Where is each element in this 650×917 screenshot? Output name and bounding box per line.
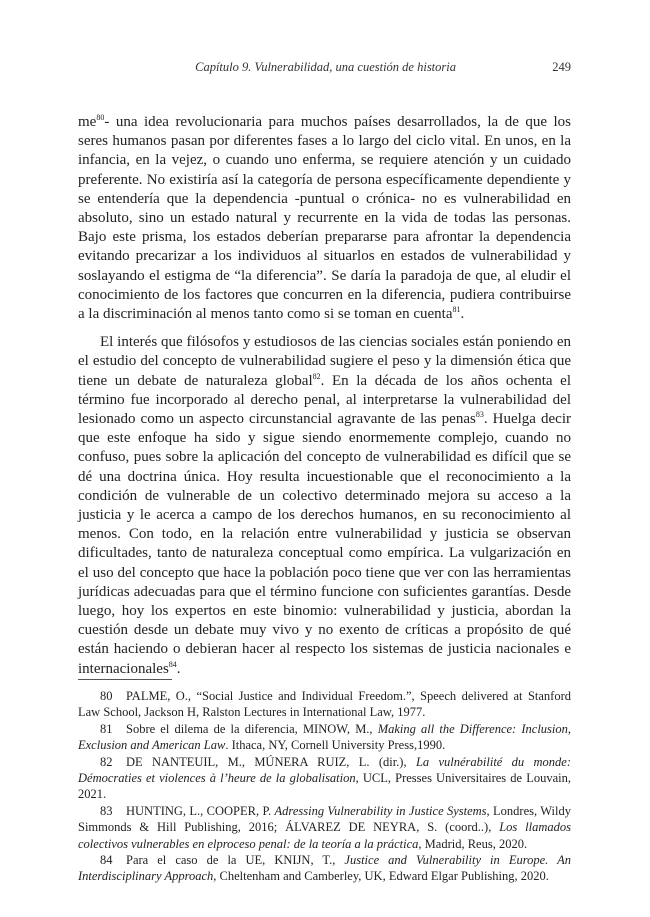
footnote-81 — [78, 721, 571, 754]
paragraph — [78, 333, 571, 679]
text-run: . En la década de los años ochenta el término fue incorporado al derecho penal, al interpretarse la vulnerabilidad del lesionado como un aspecto circunstancial agravante de las penas — [78, 372, 572, 428]
footnote-ref-83[interactable]: 83 — [475, 410, 484, 420]
footnote-number: 83 — [100, 803, 113, 818]
running-header — [78, 60, 571, 78]
footnote-number: 80 — [100, 689, 113, 703]
footnote-separator — [78, 679, 172, 680]
footnote-ref-81[interactable]: 81 — [452, 305, 461, 315]
footnote-text: UCL, Presses Universitaires de Louvain, 2021. — [78, 771, 571, 802]
footnote-84 — [78, 852, 571, 885]
text-run: me — [78, 114, 97, 130]
text-run: . Huelga decir que este enfoque ha sido y sigue siendo enormemente complejo, cuando no confuso, pues sobre la aplicación del concepto de vulnerabilidad es difícil que se dé una doctrina única. Hoy resulta incuestionable que el reconocimiento a la condición de vulnerable de un colectivo determinado mejora su acceso a la justicia y le acerca a campo de los derechos humanos, en su reconocimiento al menos. Con todo, en la relación entre vulnerabilidad y justicia se observan dificultades, tanto de naturaleza conceptual como empírica. La vulgarización en el uso del concepto que hace la población poco tiene que ver con las herramientas jurídicas adecuadas para que el término funcione con suficientes garantías. Desde luego, hoy los expertos en este binomio: vulnerabilidad y justicia, abordan la cuestión desde un debate muy vivo y no exento de críticas a propósito de qué están haciendo o debieran hacer al respecto los sistemas de justicia nacionales e internacionales — [78, 411, 571, 677]
text-run: - una idea revolucionaria para muchos países desarrollados, la de que los seres humanos pasan por diferentes fases a lo largo del ciclo vital. En unos, en la infancia, en la vejez, o cuando uno enferma, se requiere atención y un cuidado preferente. No existiría así la categoría de persona específicamente dependiente y se entendería que la dependencia -puntual o crónica- no es vulnerabilidad en absoluto, sino un estado natural y recurrente en la vida de todas las personas. Bajo este prisma, los estados deberían prepararse para afrontar la dependencia evitando precarizar a los individuos al situarlos en estados de vulnerabilidad y soslayando el estigma de “la diferencia”. Se daría la paradoja de que, al eludir el conocimiento de los factores que concurren en la diferencia, pudiera contribuirse a la discriminación al menos tanto como si se toman en cuenta — [78, 114, 571, 323]
footnote-text: . Ithaca, NY, Cornell University Press,1990. — [225, 738, 446, 753]
chapter-title: Capítulo 9. Vulnerabilidad, una cuestión de historia — [195, 60, 456, 74]
footnote-text: HUNTING, L., COOPER, P. — [126, 803, 275, 818]
footnote-number: 82 — [100, 754, 113, 769]
footnotes — [78, 688, 571, 885]
text-run: El interés que filósofos y estudiosos de las ciencias sociales están poniendo en el estudio del concepto de vulnerabilidad sugiere el peso y la dimensión ética que tiene un debate de naturaleza global — [78, 334, 571, 389]
footnote-80 — [78, 688, 571, 721]
footnote-text: Sobre el dilema de la diferencia, MINOW, M., — [126, 721, 378, 736]
footnote-number: 84 — [100, 853, 113, 868]
footnote-text: Madrid, Reus, 2020. — [421, 836, 528, 851]
text-run: . — [460, 306, 465, 323]
text-run: . — [176, 660, 181, 677]
footnote-text: PALME, O., “Social Justice and Individual Freedom.”, Speech delivered at Stanford Law School, Jackson H, Ralston Lectures in International Law, 1977. — [78, 689, 571, 720]
body-text — [78, 113, 571, 679]
citation-title: Making all the Difference: Inclusion, Exclusion and American Law — [78, 721, 572, 753]
footnote-ref-80[interactable]: 80 — [96, 113, 105, 122]
citation-title: Los llamados colectivos vulnerables en elproceso penal: de la teoría a la práctica, — [78, 820, 572, 851]
page-number: 249 — [552, 60, 571, 74]
footnote-text: Londres, Wildy Simmonds & Hill Publishing, 2016; ÁLVAREZ DE NEYRA, S. (coord..), — [78, 803, 571, 835]
footnote-text: Para el caso de la UE, KNIJN, T., — [126, 853, 345, 868]
paragraph — [78, 113, 571, 324]
footnote-82 — [78, 754, 571, 803]
citation-title: La vulnérabilité du monde: Démocraties et violences à l’heure de la globalisation, — [78, 754, 571, 786]
citation-title: Justice and Vulnerability in Europe. An Interdisciplinary Approach, — [78, 853, 571, 884]
footnote-83 — [78, 803, 571, 852]
footnote-ref-84[interactable]: 84 — [168, 659, 177, 669]
footnote-number: 81 — [100, 721, 113, 736]
footnote-text: Cheltenham and Camberley, UK, Edward Elgar Publishing, 2020. — [216, 869, 549, 884]
citation-title: Adressing Vulnerability in Justice Systems, — [274, 803, 490, 818]
footnote-text: DE NANTEUIL, M., MÚNERA RUIZ, L. (dir.), — [126, 754, 416, 769]
footnote-ref-82[interactable]: 82 — [312, 371, 321, 381]
